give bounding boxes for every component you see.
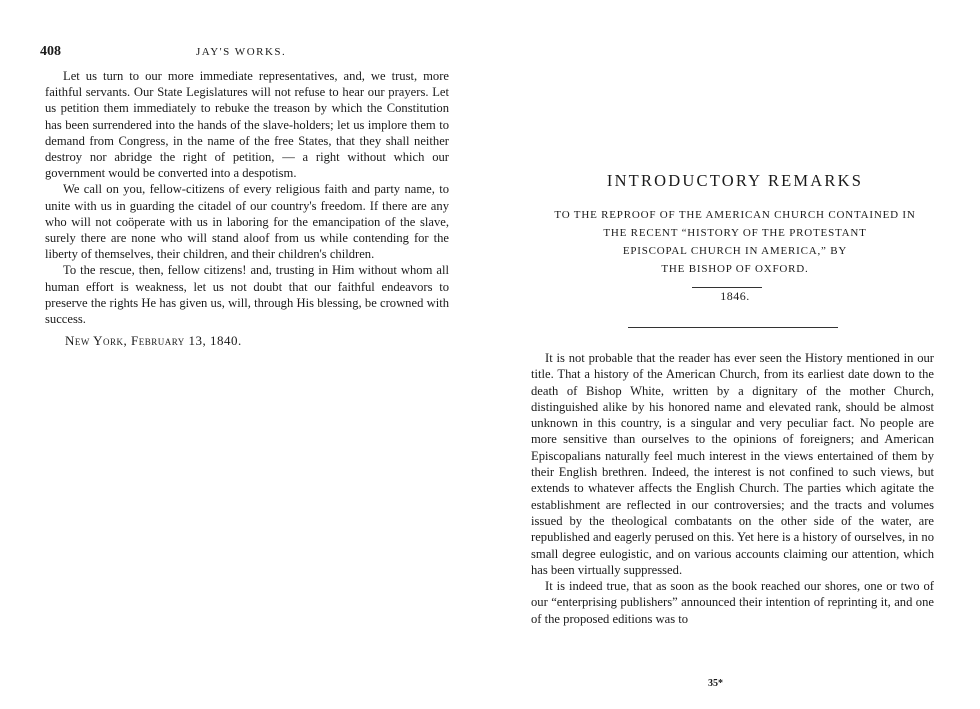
year: 1846. [720, 289, 750, 303]
subtitle-line: THE BISHOP OF OXFORD. [661, 263, 809, 275]
divider-short [692, 287, 762, 288]
folio-signature: 35* [708, 678, 723, 689]
signature: New York, February 13, 1840. [65, 333, 242, 349]
running-head: JAY'S WORKS. [196, 46, 287, 58]
chapter-title: INTRODUCTORY REMARKS [606, 171, 864, 190]
paragraph: Let us turn to our more immediate representatives, and, we trust, more faithful servants. Our State Legislatures will not refuse to hear our prayers. Let us petition them immediately to rebuke the treason by which the Constitution has been surrendered into the hands of the slave-holders; let us implore them to demand from Congress, in the name of the free States, that they shall neither destroy nor abridge the right of petition, — a right without which our government would be converted into a despotism. [45, 69, 449, 181]
paragraph: It is not probable that the reader has ever seen the History mentioned in our title. That a history of the American Church, from its earliest date down to the death of Bishop White, written by a dignitary of the mother Church, distinguished alike by his honored name and elevated rank, should be almost unknown in this country, is a singular and very peculiar fact. No people are more sensitive than ourselves to the opinions of foreigners; and American Episcopalians naturally feel much interest in the views entertained of them by their English brethren. Indeed, the interest is not confined to such views, but extends to whatever affects the English Church. The parties which agitate the establishment are reflected in our controversies; and the tracts and volumes issued by the theological combatants on the other side of the water, are republished and eagerly perused on this. Yet here is a history of ourselves, in no small degree eulogistic, and on various accounts claiming our attention, which has been virtually suppressed. [531, 351, 934, 577]
paragraph: To the rescue, then, fellow citizens! and, trusting in Him without whom all human effort is weakness, let us not doubt that our faithful endeavors to preserve the rights He has given us, will, through His blessing, be crowned with success. [45, 263, 449, 327]
paragraph: We call on you, fellow-citizens of every religious faith and party name, to unite with us in guarding the citadel of our country's freedom. If there are any who will not coöperate with us in laboring for the emancipation of the slave, surely there are none who will stand aloof from us while contending for the liberty of themselves, their children, and their children's children. [45, 182, 449, 262]
paragraph: It is indeed true, that as soon as the book reached our shores, one or two of our “enterprising publishers” announced their intention of reprinting it, and one of the proposed editions was to [531, 579, 934, 626]
left-body [45, 68, 449, 349]
subtitle-line: EPISCOPAL CHURCH IN AMERICA,” BY [622, 245, 848, 257]
right-body [531, 350, 934, 627]
chapter-subtitle [528, 206, 942, 278]
subtitle-line: THE RECENT “HISTORY OF THE PROTESTANT [603, 227, 867, 239]
subtitle-line: TO THE REPROOF OF THE AMERICAN CHURCH CONTAINED IN [554, 209, 916, 221]
divider-long [628, 327, 838, 328]
page-number: 408 [40, 44, 61, 59]
right-page [490, 0, 980, 709]
